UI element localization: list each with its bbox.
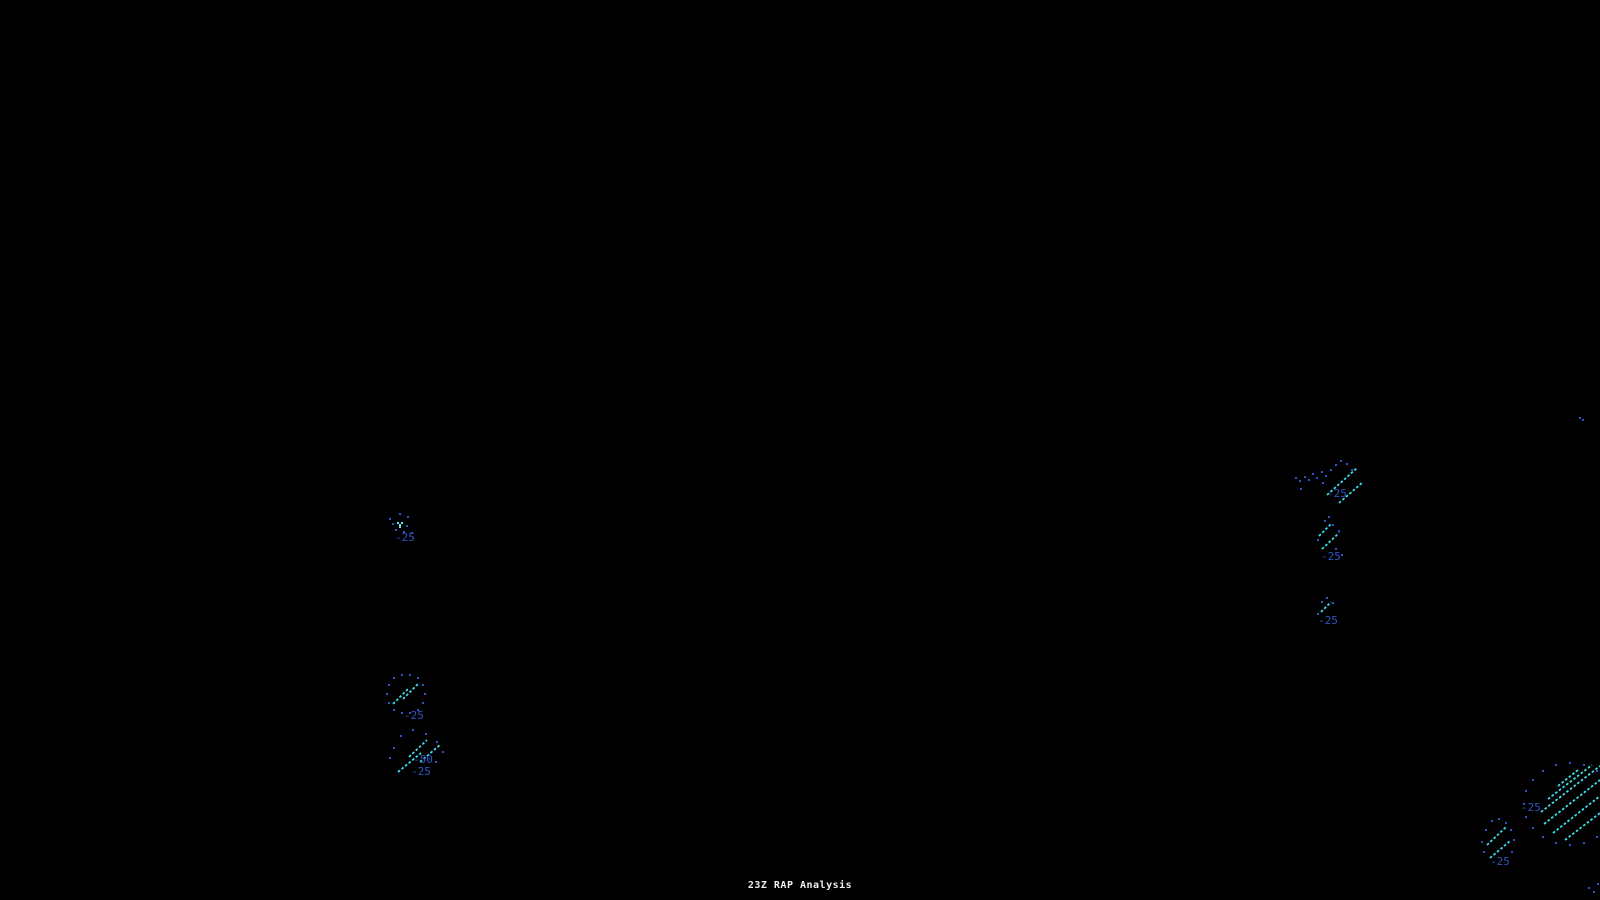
- stipple-dot: [1505, 822, 1507, 824]
- stipple-dot: [1326, 597, 1328, 599]
- stipple-dot: [424, 693, 426, 695]
- stipple-dot: [389, 757, 391, 759]
- stipple-dot: [406, 525, 408, 527]
- stipple-dot: [1332, 602, 1334, 604]
- stipple-dot: [435, 761, 437, 763]
- stipple-dot: [1532, 779, 1534, 781]
- stipple-dot: [442, 751, 444, 753]
- stipple-dot: [1532, 827, 1534, 829]
- stipple-dot: [1322, 482, 1324, 484]
- stipple-dot: [1579, 417, 1581, 419]
- stipple-dot: [407, 516, 409, 518]
- stipple-dot: [1596, 770, 1598, 772]
- hatch-line: [1487, 827, 1506, 845]
- stipple-dot: [1481, 841, 1483, 843]
- hatch-line: [1322, 533, 1339, 549]
- stipple-dot: [1317, 539, 1319, 541]
- stipple-dot: [1346, 463, 1348, 465]
- hatch-line: [1553, 796, 1600, 833]
- stipple-dot: [393, 709, 395, 711]
- stipple-dot: [412, 729, 414, 731]
- stipple-dot: [417, 677, 419, 679]
- map-title: 23Z RAP Analysis: [747, 880, 853, 891]
- stipple-dot: [389, 518, 391, 520]
- stipple-dot: [1513, 839, 1515, 841]
- stipple-dot: [388, 684, 390, 686]
- stipple-dot: [1498, 818, 1500, 820]
- west-upper-speckle: [389, 513, 415, 544]
- contour-label: -50: [413, 753, 433, 766]
- contour-label: -25: [1318, 614, 1338, 627]
- stipple-dot: [401, 674, 403, 676]
- stipple-dot: [1583, 764, 1585, 766]
- stipple-dot: [1312, 473, 1314, 475]
- stipple-dot: [1321, 601, 1323, 603]
- stipple-dot: [409, 674, 411, 676]
- stipple-dot: [1491, 820, 1493, 822]
- west-lower-hatch: [389, 729, 444, 778]
- stipple-dot: [401, 712, 403, 714]
- stipple-dot: [1340, 460, 1342, 462]
- east-mid-hatch: [1317, 516, 1343, 563]
- stipple-dot: [1325, 475, 1327, 477]
- stipple-dot: [1330, 469, 1332, 471]
- stipple-dot: [1321, 471, 1323, 473]
- bright-mark: [399, 526, 401, 528]
- hatch-line: [1321, 602, 1331, 612]
- hatch-line: [1319, 523, 1332, 536]
- stipple-dot: [1335, 464, 1337, 466]
- stipple-dot: [1485, 829, 1487, 831]
- stipple-dot: [1295, 477, 1297, 479]
- stipple-dot: [1569, 844, 1571, 846]
- stipple-dot: [1332, 524, 1334, 526]
- stipple-dot: [386, 693, 388, 695]
- contour-label: -25: [1521, 801, 1541, 814]
- contour-label: -25: [395, 531, 415, 544]
- stipple-dot: [425, 733, 427, 735]
- contour-label: -25: [411, 765, 431, 778]
- hatch-line: [1565, 813, 1600, 840]
- stipple-dot: [422, 684, 424, 686]
- stipple-dot: [1304, 476, 1306, 478]
- east-edge-speckle: [1579, 417, 1584, 421]
- east-lower-hatch: [1317, 597, 1338, 627]
- stipple-dot: [1300, 488, 1302, 490]
- hatch-line: [1541, 766, 1600, 812]
- bright-mark: [397, 522, 399, 524]
- stipple-dot: [436, 741, 438, 743]
- stipple-dot: [1308, 479, 1310, 481]
- stipple-dot: [400, 735, 402, 737]
- stipple-dot: [1542, 836, 1544, 838]
- stipple-dot: [1351, 469, 1353, 471]
- bright-mark: [399, 524, 401, 526]
- stipple-dot: [1316, 477, 1318, 479]
- stipple-dot: [392, 523, 394, 525]
- stipple-dot: [1525, 816, 1527, 818]
- east-upper-hatch: [1295, 460, 1363, 503]
- bright-mark: [401, 522, 403, 524]
- contour-label: -25: [1327, 487, 1347, 500]
- stipple-dot: [422, 702, 424, 704]
- stipple-dot: [1328, 516, 1330, 518]
- stipple-dot: [388, 702, 390, 704]
- hatch-line: [403, 683, 419, 699]
- stipple-dot: [1596, 836, 1598, 838]
- stipple-dot: [1341, 554, 1343, 556]
- stipple-dot: [399, 513, 401, 515]
- stipple-dot: [1511, 851, 1513, 853]
- contour-label: -25: [404, 709, 424, 722]
- stipple-dot: [393, 677, 395, 679]
- west-mid-hatch: [386, 674, 426, 722]
- stipple-dot: [1299, 480, 1301, 482]
- southeast-small-hatch: [1481, 818, 1515, 868]
- stipple-dot: [1542, 770, 1544, 772]
- hatch-line: [1548, 765, 1592, 799]
- stipple-dot: [393, 747, 395, 749]
- stipple-dot: [1555, 842, 1557, 844]
- stipple-dot: [1510, 829, 1512, 831]
- stipple-dot: [1338, 530, 1340, 532]
- southeast-large-hatch: [1521, 762, 1600, 846]
- contour-label: -25: [1490, 855, 1510, 868]
- stipple-dot: [1555, 764, 1557, 766]
- stipple-dot: [1582, 419, 1584, 421]
- stipple-dot: [1569, 762, 1571, 764]
- stipple-dot: [1483, 851, 1485, 853]
- stipple-dot: [1583, 842, 1585, 844]
- stipple-dot: [1324, 520, 1326, 522]
- contour-label: -25: [1321, 550, 1341, 563]
- stipple-dot: [1525, 790, 1527, 792]
